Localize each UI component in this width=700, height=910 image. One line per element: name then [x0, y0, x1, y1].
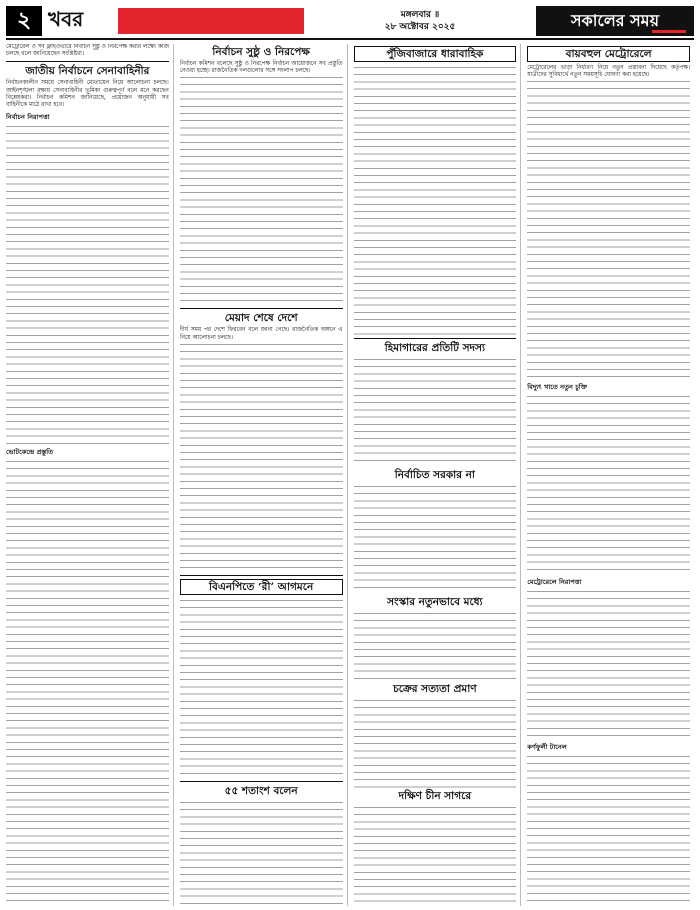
- headline: মেয়াদ শেষে দেশে: [224, 312, 298, 325]
- article-text-block: [527, 589, 690, 739]
- article-body: দীর্ঘ সময় পর দেশে ফিরবেন বলে জানা গেছে। রাজনৈতিক অঙ্গনে এ নিয়ে আলোচনা চলছে।: [179, 327, 343, 341]
- article-text-block: [6, 124, 169, 444]
- column-2: [180, 44, 348, 906]
- article-text-block: [527, 79, 690, 379]
- headline: দক্ষিণ চীন সাগরে: [398, 790, 472, 802]
- headline: হিমাগারের প্রতিটি সদস্য: [384, 342, 486, 354]
- subheading: ভোটকেন্দ্রে প্রস্তুতি: [6, 448, 54, 457]
- red-banner: [118, 8, 304, 34]
- page-number: ২: [6, 6, 42, 36]
- date-line: [304, 9, 536, 33]
- brand-logo: সকালের সময়: [536, 6, 694, 36]
- headline: পুঁজিবাজারে ধারাবাহিক: [354, 46, 517, 62]
- headline: নির্বাচিত সরকার না: [394, 469, 475, 481]
- subheading: নির্বাচন নিরাপত্তা: [6, 113, 50, 122]
- headline: নির্বাচন সুষ্ঠু ও নিরপেক্ষ: [212, 46, 310, 58]
- article-text-block: [354, 65, 517, 335]
- article-text-block: [354, 698, 517, 788]
- headline: চক্রের সত্যতা প্রমাণ: [393, 683, 477, 695]
- article-text-block: [6, 459, 169, 906]
- article-text-block: [354, 357, 517, 467]
- column-4: [527, 44, 694, 906]
- article-text-block: [527, 394, 690, 574]
- article-text-block: [354, 611, 517, 681]
- subheading: কর্ণফুলী টানেল: [527, 743, 567, 752]
- headline: ৫৫ শতাংশ বলেন: [224, 784, 298, 797]
- columns: [6, 44, 694, 906]
- article-text-block: [180, 800, 343, 906]
- section-title: খবর: [48, 6, 84, 31]
- article-body: নির্বাচনকালীন সময়ে সেনাবাহিনী মোতায়েন নিয়ে আলোচনা চলছে। আইনশৃঙ্খলা রক্ষায় সেনাবাহিনীর ভূমিকা গুরুত্বপূর্ণ বলে মনে করছেন বিশ্লেষকরা। নির্বাচন কমিশন জানিয়েছে, প্রয়োজন অনুযায়ী সব বাহিনীকে মাঠে রাখা হবে।: [6, 80, 169, 109]
- column-3: [354, 44, 522, 906]
- headline: বিএনপিতে ‘রী’ আগমনে: [180, 579, 343, 595]
- headline: জাতীয় নির্বাচনে সেনাবাহিনীর: [25, 65, 150, 78]
- date: ২৮ অক্টোবর ২০২৫: [384, 22, 456, 32]
- article-text-block: [180, 75, 343, 305]
- article-text-block: [180, 342, 343, 572]
- article-text-block: [354, 484, 517, 594]
- article-body: মেট্রোরেলের ভাড়া নির্ধারণ নিয়ে নতুন প্রস্তাবনা দিয়েছে কর্তৃপক্ষ। যাত্রীদের সুবিধার্থে নতুন সময়সূচি ঘোষণা করা হয়েছে।: [527, 65, 690, 79]
- lead-text: মেট্রোরেল ও সব ফ্লাইওভারে নির্বাচন সুষ্ঠু ও নিরপেক্ষ করার লক্ষ্যে কাজ চলছে বলে জানিয়েছেন সংশ্লিষ্টরা।: [6, 44, 169, 58]
- article-text-block: [354, 805, 517, 906]
- article-body: নির্বাচন কমিশন বলেছে সুষ্ঠু ও নিরপেক্ষ নির্বাচন আয়োজনে সব প্রস্তুতি নেওয়া হচ্ছে। রাজনৈতিক দলগুলোর সঙ্গে সংলাপ চলছে।: [179, 61, 343, 75]
- weekday: মঙ্গলবার ॥: [400, 10, 440, 20]
- headline: সংস্কার নতুনভাবে মধ্যে: [387, 596, 483, 608]
- subheading: মেট্রোরেলে নিরাপত্তা: [527, 578, 582, 587]
- masthead: [6, 4, 694, 40]
- column-1: [6, 44, 174, 906]
- subheading: বিদ্যুৎ খাতে নতুন চুক্তি: [527, 383, 588, 392]
- article-text-block: [527, 754, 690, 906]
- headline: বায়বহুল মেট্রোরেলে: [527, 46, 690, 62]
- article-text-block: [180, 598, 343, 778]
